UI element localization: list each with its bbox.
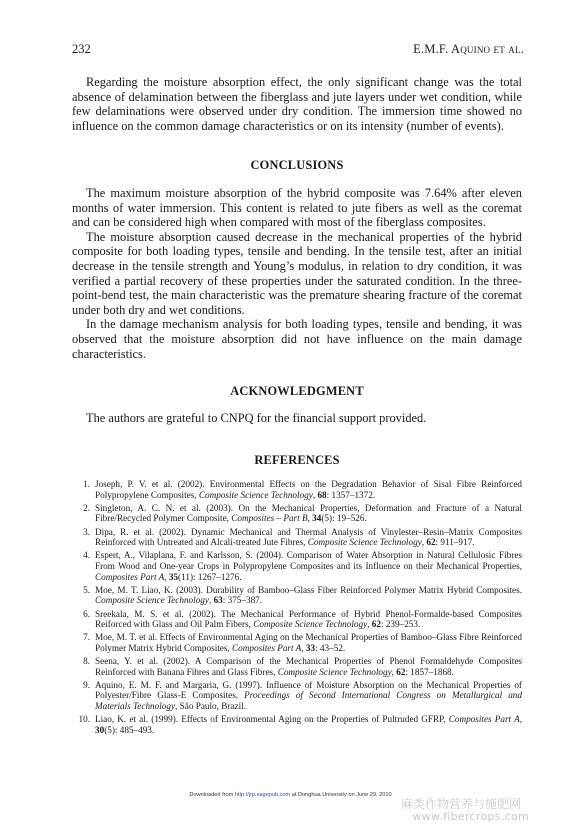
reference-post: : 375–387.	[222, 595, 263, 606]
reference-post: (5): 19–526.	[321, 513, 367, 524]
conclusions-body	[72, 186, 522, 361]
reference-number: 10.	[78, 714, 90, 725]
reference-mid: ,	[307, 513, 313, 524]
reference-text	[95, 680, 522, 712]
watermark-url: www.fibercrops.com	[412, 810, 529, 823]
reference-mid: ,	[367, 619, 372, 630]
reference-vol: 62	[371, 619, 381, 630]
reference-pre: Joseph, P. V. et al. (2002). Environmental Effects on the Degradation Behavior of Sisal Fibre Reinforced Polypropylene Composites,	[95, 479, 522, 500]
reference-pre: Sreekala, M. S. et al. (2002). The Mechanical Performance of Hybrid Phenol-Formalde-based Composites Reiforced with Glass and Oil Palm Fibers,	[95, 608, 522, 630]
reference-text	[95, 550, 522, 582]
reference-post: (11): 1267–1276.	[178, 571, 242, 582]
reference-pre: Dipa, R. et al. (2002). Dynamic Mechanical and Thermal Analysis of Vinylester–Resin–Matrix Composites Reinforced with Untreated and Alcali-treated Jute Fibres,	[95, 526, 522, 548]
reference-journal: Composites Part A	[232, 642, 302, 653]
reference-item	[72, 656, 522, 677]
reference-post: : 43–52.	[315, 642, 346, 653]
reference-item	[72, 585, 522, 606]
running-head-initials: E.M.F. A	[413, 42, 461, 56]
reference-number: 6.	[83, 608, 90, 619]
intro-paragraph-block	[72, 75, 522, 133]
reference-pre: Seena, Y. et al. (2002). A Comparison of the Mechanical Properties of Phenol Formaldehyde Composites Reinforced with Banana Fibres and Glass Fibres,	[95, 656, 522, 677]
reference-journal: Composite Science Technology	[277, 666, 392, 677]
reference-mid: ,	[208, 595, 214, 606]
reference-item	[72, 479, 522, 500]
reference-mid: ,	[312, 489, 318, 500]
reference-vol: 33	[305, 642, 316, 653]
reference-journal: Composite Science Technology	[307, 537, 422, 548]
reference-pre: Singleton, A. C. N. et al. (2003). On the Mechanical Properties, Deformation and Fracture of a Natural Fibre/Recycled Polymer Composite,	[95, 502, 522, 524]
reference-mid: ,	[301, 642, 306, 653]
reference-number: 9.	[83, 679, 90, 690]
reference-vol: 30	[95, 724, 105, 735]
acknowledgment-text: The authors are grateful to CNPQ for the financial support provided.	[86, 411, 427, 425]
reference-vol: 34	[312, 513, 322, 524]
reference-number: 4.	[83, 550, 90, 561]
reference-post: : 911–917.	[435, 537, 475, 548]
reference-post: (5): 485–493.	[104, 724, 155, 735]
running-head-smallcaps: quino et al.	[460, 42, 524, 56]
intro-paragraph: Regarding the moisture absorption effect, the only significant change was the total absence of delamination between the fiberglass and jute layers under wet condition, while few delaminations were observed under dry condition. The immersion time showed no influence on the common damage characteristics or on its intensity (number of events).	[72, 75, 522, 133]
reference-text	[95, 632, 522, 653]
acknowledgment-heading: ACKNOWLEDGMENT	[230, 384, 364, 398]
reference-post: : 1357–1372.	[326, 489, 376, 500]
references-list	[72, 479, 522, 738]
reference-mid: ,	[164, 571, 169, 582]
reference-post: : 239–253.	[380, 619, 421, 630]
reference-vol: 35	[168, 571, 179, 582]
reference-vol: 68	[317, 489, 327, 500]
footer-suffix: at Donghua University on June 29, 2010	[290, 792, 392, 798]
reference-number: 5.	[83, 584, 90, 595]
page-number: 232	[72, 42, 91, 56]
reference-pre: Moe, M. T. et al. Effects of Environmental Aging on the Mechanical Properties of Bamboo–Glass Fibre Reinforced Polymer Matrix Hybrid Composites,	[95, 632, 522, 653]
reference-text	[95, 609, 522, 630]
reference-number: 7.	[83, 632, 90, 643]
reference-post: : 1857–1868.	[405, 666, 454, 677]
reference-mid: ,	[519, 714, 522, 725]
reference-journal: Composites Part A	[448, 714, 520, 725]
reference-item	[72, 609, 522, 630]
reference-pre: Liao, K. et al. (1999). Effects of Environmental Aging on the Properties of Pultruded GFRP,	[95, 714, 449, 725]
reference-number: 8.	[83, 656, 90, 667]
reference-pre: Aquino, E. M. F. and Margaria, G. (1997). Influence of Moisture Absorption on the Mechanical Properties of Polyester/Fibre Glass-E Composites.	[95, 679, 522, 701]
reference-pre: Espert, A., Vilaplana, F. and Karlsson, S. (2004). Comparison of Water Absorption in Natural Cellulosic Fibres From Wood and One-year Crops in Polypropylene Composites and its Influence on their Mechanical Properties,	[95, 550, 522, 571]
reference-journal: Composite Science Technology	[253, 619, 368, 630]
reference-text	[95, 527, 522, 548]
reference-item	[72, 550, 522, 582]
reference-vol: 62	[396, 666, 406, 677]
reference-vol: 62	[426, 537, 436, 548]
running-head	[413, 42, 524, 57]
reference-item	[72, 527, 522, 548]
acknowledgment-body	[72, 411, 522, 426]
reference-post: , São Paulo, Brazil.	[175, 701, 246, 712]
reference-text	[95, 585, 522, 606]
reference-number: 1.	[83, 479, 90, 489]
reference-item	[72, 680, 522, 712]
reference-journal: Composites – Part B	[231, 513, 308, 524]
reference-mid: ,	[421, 537, 427, 548]
footer-link[interactable]: http://jrp.sagepub.com	[234, 792, 291, 798]
conclusions-paragraph: In the damage mechanism analysis for both loading types, tensile and bending, it was observed that the moisture absorption did not have influence on the main damage characteristics.	[72, 317, 522, 361]
watermark-chinese: 麻类作物营养与施肥网	[400, 797, 521, 811]
reference-text	[95, 479, 522, 500]
reference-number: 3.	[83, 526, 90, 537]
reference-journal: Composites Part A	[95, 571, 165, 582]
reference-vol: 63	[213, 595, 223, 606]
conclusions-heading: CONCLUSIONS	[250, 158, 344, 172]
reference-journal: Composite Science Technology	[198, 489, 313, 500]
reference-text	[95, 714, 522, 735]
reference-item	[72, 714, 522, 735]
reference-text	[95, 656, 522, 677]
reference-pre: Moe, M. T. Liao, K. (2003). Durability of Bamboo–Glass Fiber Reinforced Polymer Matrix Hybrid Composites.	[95, 584, 522, 595]
footer-prefix: Downloaded from	[189, 792, 235, 798]
reference-mid: ,	[391, 666, 397, 677]
reference-text	[95, 503, 522, 524]
reference-item	[72, 503, 522, 524]
reference-journal: Proceedings of Second International Congress on Metallurgical and Materials Technology	[95, 690, 522, 712]
reference-number: 2.	[83, 502, 90, 513]
reference-item	[72, 632, 522, 653]
conclusions-paragraph: The moisture absorption caused decrease in the mechanical properties of the hybrid composite for both loading types, tensile and bending. In the tensile test, after an initial decrease in the tensile strength and Young’s modulus, in relation to dry condition, it was verified a partial recovery of these properties under the saturated condition. In the three-point-bend test, the main characteristic was the premature shearing fracture of the coremat under both dry and wet conditions.	[72, 229, 522, 317]
references-heading: REFERENCES	[254, 453, 340, 467]
reference-journal: Composite Science Technology	[95, 595, 209, 606]
conclusions-paragraph: The maximum moisture absorption of the hybrid composite was 7.64% after eleven months of water immersion. This content is related to jute fibers as well as the coremat and can be considered high when compared with most of the fiberglass composites.	[72, 186, 522, 230]
